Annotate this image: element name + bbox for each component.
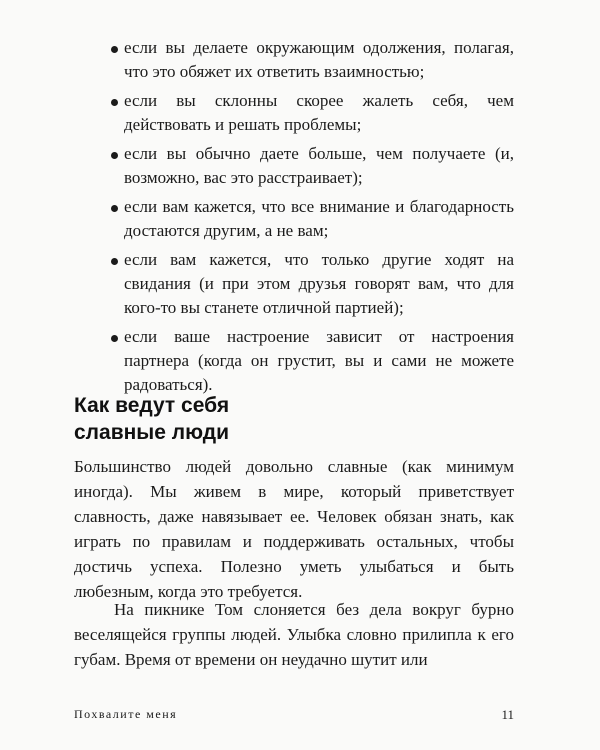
bullet-icon: [111, 46, 118, 53]
list-item: [94, 142, 514, 190]
page-number: 11: [501, 707, 514, 722]
section-heading: [74, 392, 514, 446]
section-heading-line: славные люди: [74, 421, 229, 444]
bullet-icon: [111, 205, 118, 212]
bullet-text: если вам кажется, что все внимание и благодарность достаются другим, а не вам;: [124, 197, 514, 240]
list-item: [94, 325, 514, 397]
bullet-icon: [111, 258, 118, 265]
bullet-text: если вы делаете окружающим одолжения, полагая, что это обяжет их ответить взаимностью;: [124, 38, 514, 81]
running-title: Похвалите меня: [74, 707, 178, 721]
body-paragraph: На пикнике Том слоняется без дела вокруг бурно веселящейся группы людей. Улыбка словно прилипла к его губам. Время от времени он неудачно шутит или: [74, 600, 514, 669]
list-item: [94, 89, 514, 137]
bullet-icon: [111, 99, 118, 106]
bullet-icon: [111, 152, 118, 159]
list-item: [94, 195, 514, 243]
bullet-text: если вам кажется, что только другие ходят на свидания (и при этом друзья говорят вам, что для кого-то вы станете отличной партией);: [124, 250, 514, 317]
bullet-list: [94, 36, 514, 402]
bullet-text: если вы обычно даете больше, чем получаете (и, возможно, вас это расстраивает);: [124, 144, 514, 187]
section-heading-line: Как ведут себя: [74, 394, 230, 417]
body-paragraph: Большинство людей довольно славные (как минимум иногда). Мы живем в мире, который приветствует славность, даже навязывает ее. Человек обязан знать, как играть по правилам и поддерживать остальных, чтобы достичь успеха. Полезно уметь улыбаться и быть любезным, когда это требуется.: [74, 457, 514, 601]
bullet-text: если ваше настроение зависит от настроения партнера (когда он грустит, вы и сами не можете радоваться).: [124, 327, 514, 394]
bullet-icon: [111, 335, 118, 342]
list-item: [94, 248, 514, 320]
page-footer: [74, 707, 514, 727]
bullet-text: если вы склонны скорее жалеть себя, чем действовать и решать проблемы;: [124, 91, 514, 134]
list-item: [94, 36, 514, 84]
